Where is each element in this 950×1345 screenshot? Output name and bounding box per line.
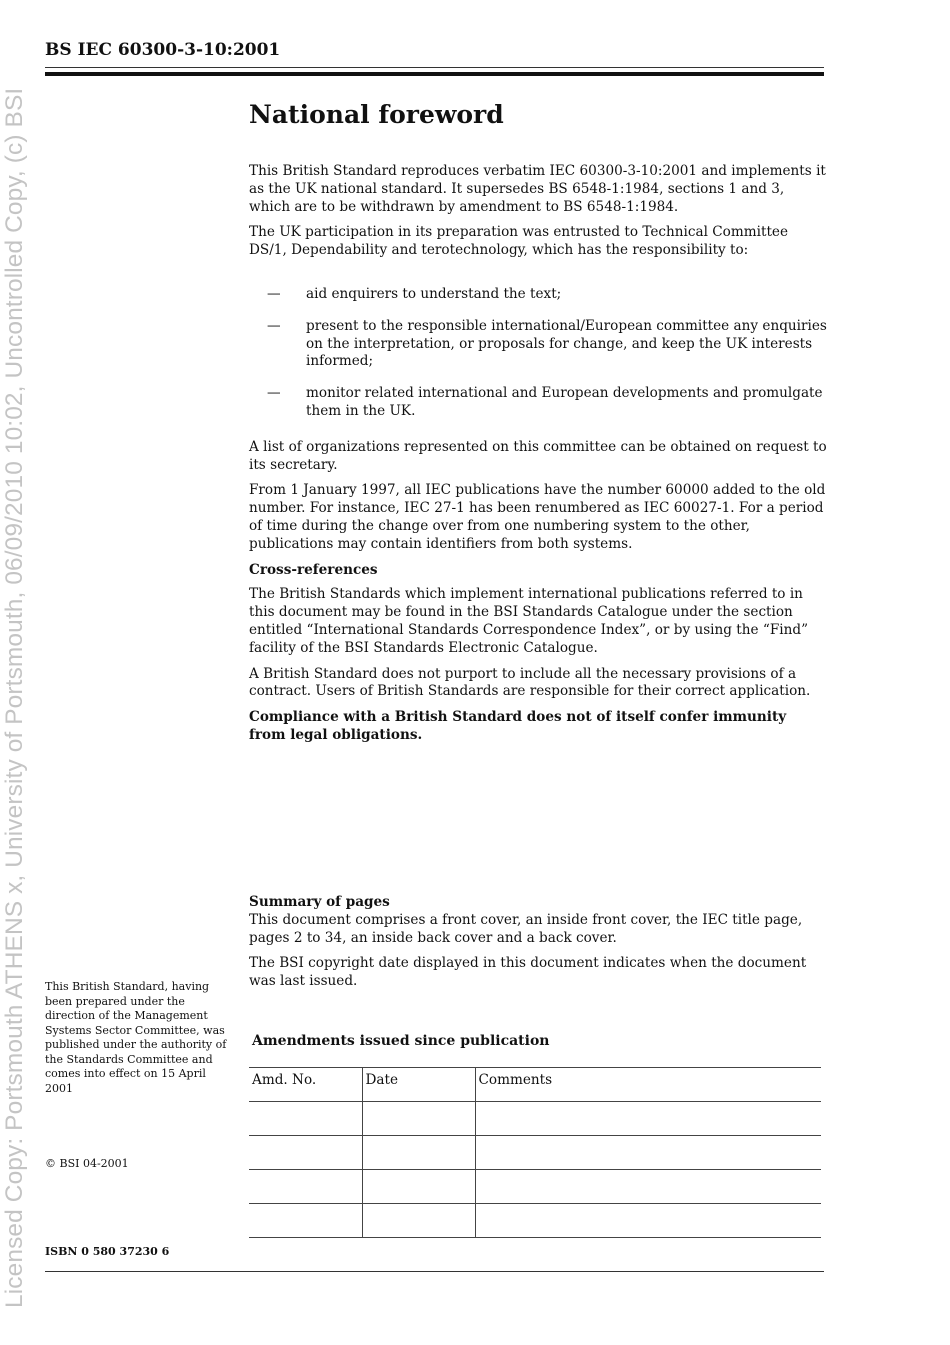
table-cell: [362, 1204, 475, 1238]
table-row: [249, 1170, 821, 1204]
dash-bullet: —: [267, 285, 281, 302]
header-rule-thick: [45, 72, 824, 76]
intro-paragraph: This British Standard reproduces verbatim IEC 60300-3-10:2001 and implements it as the UK national standard. It supersedes BS 6548-1:1984, sections 1 and 3, which are to be withdrawn by amendment to BS 6548-1:1984.: [249, 163, 826, 215]
organizations-paragraph: A list of organizations represented on this committee can be obtained on request to its secretary.: [249, 438, 827, 473]
summary-heading: Summary of pages: [249, 894, 390, 910]
cross-references-heading: Cross-references: [249, 561, 378, 578]
header-rule-thin: [45, 67, 824, 68]
table-cell: [249, 1170, 362, 1204]
numbering-paragraph: From 1 January 1997, all IEC publications have the number 60000 added to the old number. For instance, IEC 27-1 has been renumbered as IEC 60027-1. For a period of time during the change over from one numbering system to the other, publications may contain identifiers from both systems.: [249, 482, 826, 552]
table-header-row: [249, 1068, 821, 1102]
dash-bullet: —: [267, 385, 281, 402]
footer-rule: [45, 1271, 824, 1272]
page-title: National foreword: [249, 100, 504, 129]
table-cell: [362, 1170, 475, 1204]
column-header-amd-no: Amd. No.: [249, 1068, 362, 1102]
copyright-notice: © BSI 04-2001: [45, 1157, 129, 1170]
summary-section: [249, 894, 827, 999]
table-row: [249, 1102, 821, 1136]
list-item: [249, 318, 827, 371]
list-item: [249, 385, 827, 421]
table-cell: [475, 1204, 821, 1238]
table-cell: [249, 1136, 362, 1170]
compliance-statement: Compliance with a British Standard does not of itself confer immunity from legal obligations.: [249, 709, 787, 743]
table-cell: [475, 1170, 821, 1204]
list-item-text: monitor related international and European developments and promulgate them in the UK.: [306, 385, 823, 419]
list-item: [249, 286, 827, 304]
list-item-text: aid enquirers to understand the text;: [306, 285, 562, 302]
contract-paragraph: A British Standard does not purport to include all the necessary provisions of a contract. Users of British Standards are responsible for their correct application.: [249, 665, 811, 700]
isbn-number: ISBN 0 580 37230 6: [45, 1245, 170, 1258]
table-cell: [362, 1102, 475, 1136]
table-cell: [249, 1204, 362, 1238]
copyright-date-text: The BSI copyright date displayed in this document indicates when the document was last issued.: [249, 955, 807, 990]
table-row: [249, 1136, 821, 1170]
watermark-text: Licensed Copy: Portsmouth ATHENS x, University of Portsmouth, 06/09/2010 10:02, Uncontrolled Copy, (c) BSI: [1, 87, 28, 1308]
column-header-date: Date: [362, 1068, 475, 1102]
dash-bullet: —: [267, 317, 281, 334]
list-item-text: present to the responsible international/European committee any enquiries on the interpretation, or proposals for change, and keep the UK interests informed;: [306, 317, 827, 370]
table-cell: [475, 1136, 821, 1170]
responsibility-list: [249, 286, 827, 421]
foreword-body: [249, 163, 827, 753]
amendments-table: [249, 1067, 821, 1238]
participation-paragraph: The UK participation in its preparation was entrusted to Technical Committee DS/1, Dependability and terotechnology, which has the responsibility to:: [249, 224, 788, 259]
table-cell: [249, 1102, 362, 1136]
cross-references-paragraph: The British Standards which implement international publications referred to in this document may be found in the BSI Standards Catalogue under the section entitled “International Standards Correspondence Index”, or by using the “Find” facility of the BSI Standards Electronic Catalogue.: [249, 586, 809, 656]
publication-note: This British Standard, having been prepared under the direction of the Management Systems Sector Committee, was published under the authority of the Standards Committee and comes into effect on 15 April 2001: [45, 980, 227, 1095]
table-row: [249, 1204, 821, 1238]
table-cell: [475, 1102, 821, 1136]
document-code: BS IEC 60300-3-10:2001: [45, 40, 281, 60]
column-header-comments: Comments: [475, 1068, 821, 1102]
amendments-title: Amendments issued since publication: [252, 1033, 550, 1049]
summary-text: This document comprises a front cover, an inside front cover, the IEC title page, pages 2 to 34, an inside back cover and a back cover.: [249, 911, 803, 946]
table-cell: [362, 1136, 475, 1170]
